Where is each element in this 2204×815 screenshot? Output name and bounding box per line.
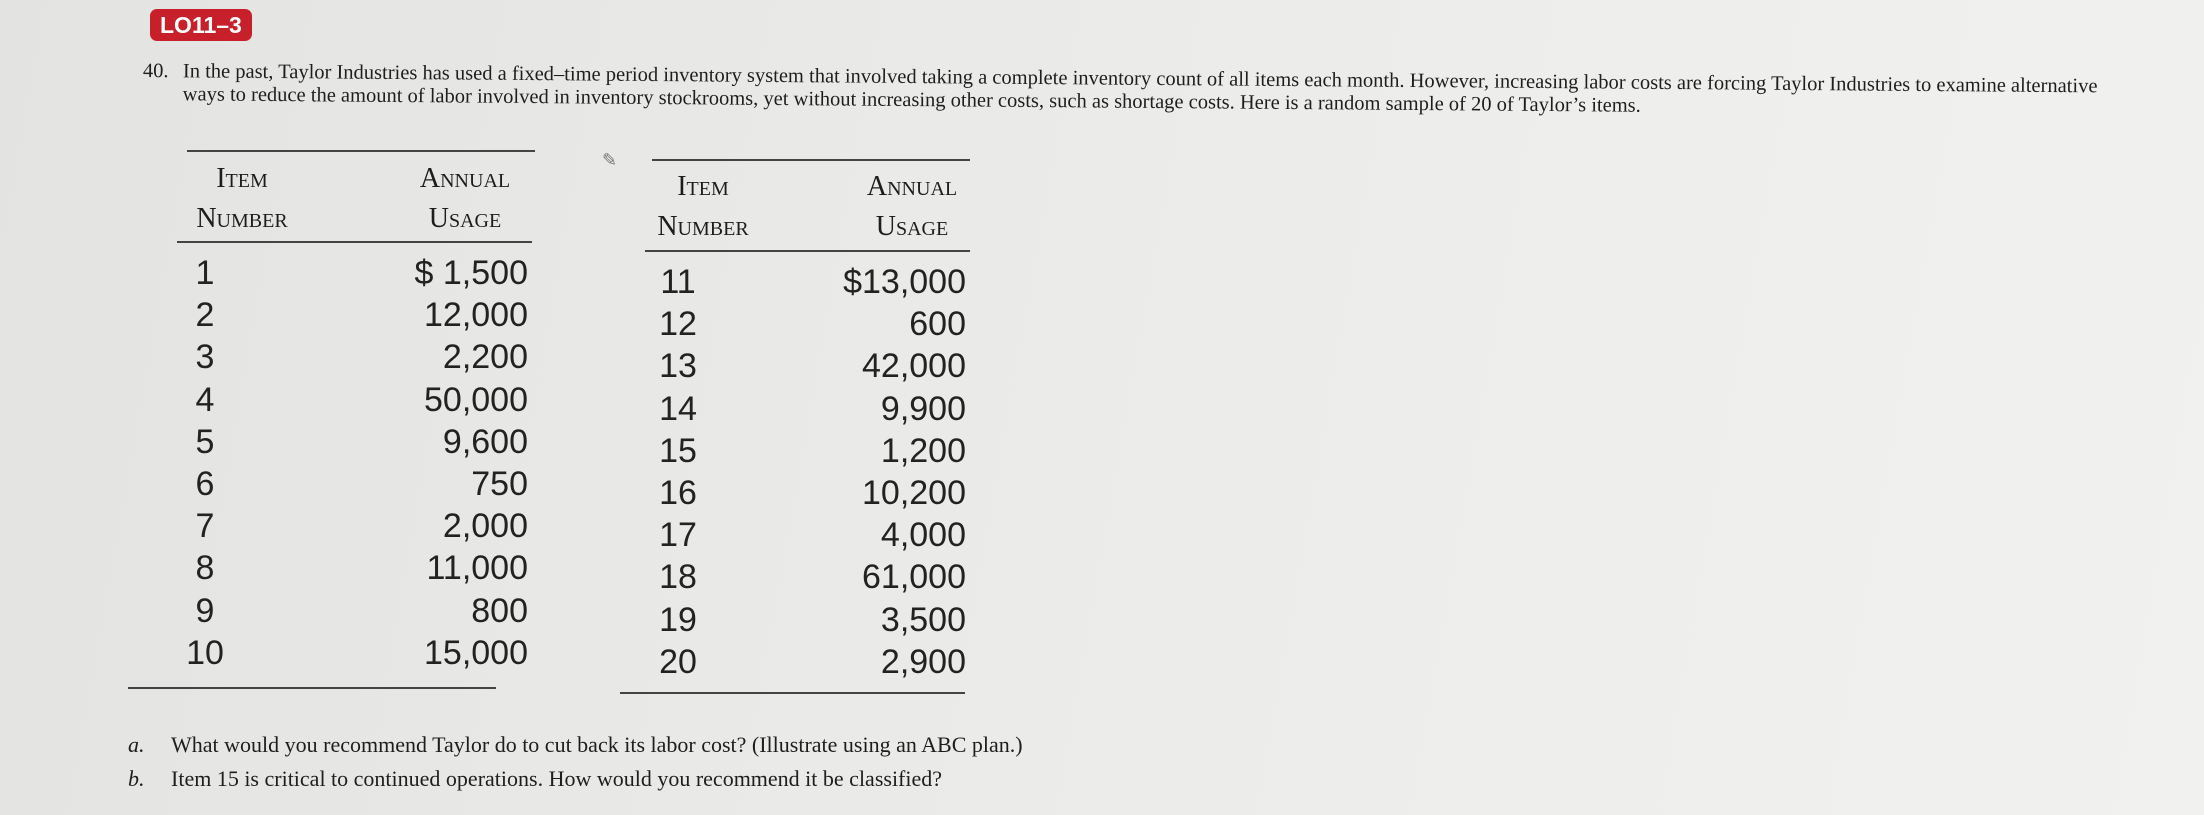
item-number-cell: 1 xyxy=(195,254,215,292)
item-number-cell: 20 xyxy=(659,642,697,681)
annual-usage-cell: 15,000 xyxy=(424,633,528,672)
item-number-cell: 4 xyxy=(195,380,215,419)
table-bottom-rule xyxy=(128,687,496,689)
annual-usage-cell: $13,000 xyxy=(843,263,966,301)
item-number-cell: 11 xyxy=(660,263,696,301)
item-number-cell: 17 xyxy=(659,516,697,555)
item-number-cell: 15 xyxy=(659,431,697,470)
item-number-cell: 2 xyxy=(195,296,215,335)
item-number-cell: 19 xyxy=(659,600,697,639)
table-top-rule xyxy=(187,150,535,152)
annual-usage-cell: 2,900 xyxy=(880,642,966,681)
annual-usage-cell: 9,900 xyxy=(880,389,966,428)
pencil-mark-icon: ✎ xyxy=(602,150,618,170)
item-number-cell: 8 xyxy=(195,549,215,588)
item-number-header: Item Number xyxy=(657,171,749,242)
problem-number: 40. xyxy=(142,60,169,83)
problem-statement xyxy=(143,60,2143,122)
problem-text: In the past, Taylor Industries has used a fixed–time period inventory system that involved taking a complete inventory count of all items each month. However, increasing labor costs are forcing Taylor Industries to examine alternative ways to reduce the amount of labor involved in inventory stockrooms, yet without increasing other costs, such as shortage costs. Here is a random sample of 20 of Taylor’s items. xyxy=(182,60,2098,117)
item-number-header: Item Number xyxy=(196,163,288,234)
annual-usage-cell: 2,000 xyxy=(442,507,528,546)
annual-usage-cell: 50,000 xyxy=(424,380,528,419)
question-b: b. Item 15 is critical to continued operations. How would you recommend it be classified? xyxy=(128,766,943,791)
annual-usage-cell: 9,600 xyxy=(442,422,528,461)
question-a: a. What would you recommend Taylor do to cut back its labor cost? (Illustrate using an ABC plan.) xyxy=(128,732,1023,757)
table-bottom-rule xyxy=(620,692,965,694)
annual-usage-cell: 3,500 xyxy=(880,600,966,639)
annual-usage-cell: 1,200 xyxy=(880,431,966,470)
item-number-cell: 6 xyxy=(195,465,215,504)
learning-objective-badge: LO11–3 xyxy=(150,9,252,41)
annual-usage-cell: 61,000 xyxy=(862,558,966,597)
item-number-cell: 18 xyxy=(659,558,697,597)
annual-usage-cell: 10,200 xyxy=(862,474,966,513)
annual-usage-cell: 800 xyxy=(471,591,528,630)
annual-usage-column xyxy=(370,252,528,674)
item-number-cell: 7 xyxy=(195,507,215,546)
annual-usage-cell: $ 1,500 xyxy=(414,254,528,292)
annual-usage-cell: 750 xyxy=(471,465,528,504)
item-number-cell: 14 xyxy=(659,389,697,428)
item-number-column xyxy=(628,261,728,683)
annual-usage-cell: 12,000 xyxy=(424,296,528,335)
annual-usage-cell: 4,000 xyxy=(880,516,966,555)
item-number-cell: 10 xyxy=(186,633,224,672)
annual-usage-cell: 600 xyxy=(909,305,966,344)
header-rule xyxy=(177,241,532,243)
annual-usage-header: Annual Usage xyxy=(866,171,958,242)
item-number-column xyxy=(155,252,255,674)
table-top-rule xyxy=(652,159,970,161)
annual-usage-cell: 42,000 xyxy=(862,347,966,386)
annual-usage-column xyxy=(800,261,966,683)
annual-usage-header: Annual Usage xyxy=(419,163,511,234)
item-number-cell: 9 xyxy=(195,591,215,630)
header-rule xyxy=(645,250,970,252)
question-list xyxy=(128,728,1023,796)
item-number-cell: 12 xyxy=(659,305,697,344)
item-number-cell: 5 xyxy=(195,422,215,461)
item-number-cell: 16 xyxy=(659,474,697,513)
annual-usage-cell: 2,200 xyxy=(442,338,528,377)
item-number-cell: 3 xyxy=(195,338,215,377)
item-number-cell: 13 xyxy=(659,347,697,386)
annual-usage-cell: 11,000 xyxy=(426,549,528,588)
